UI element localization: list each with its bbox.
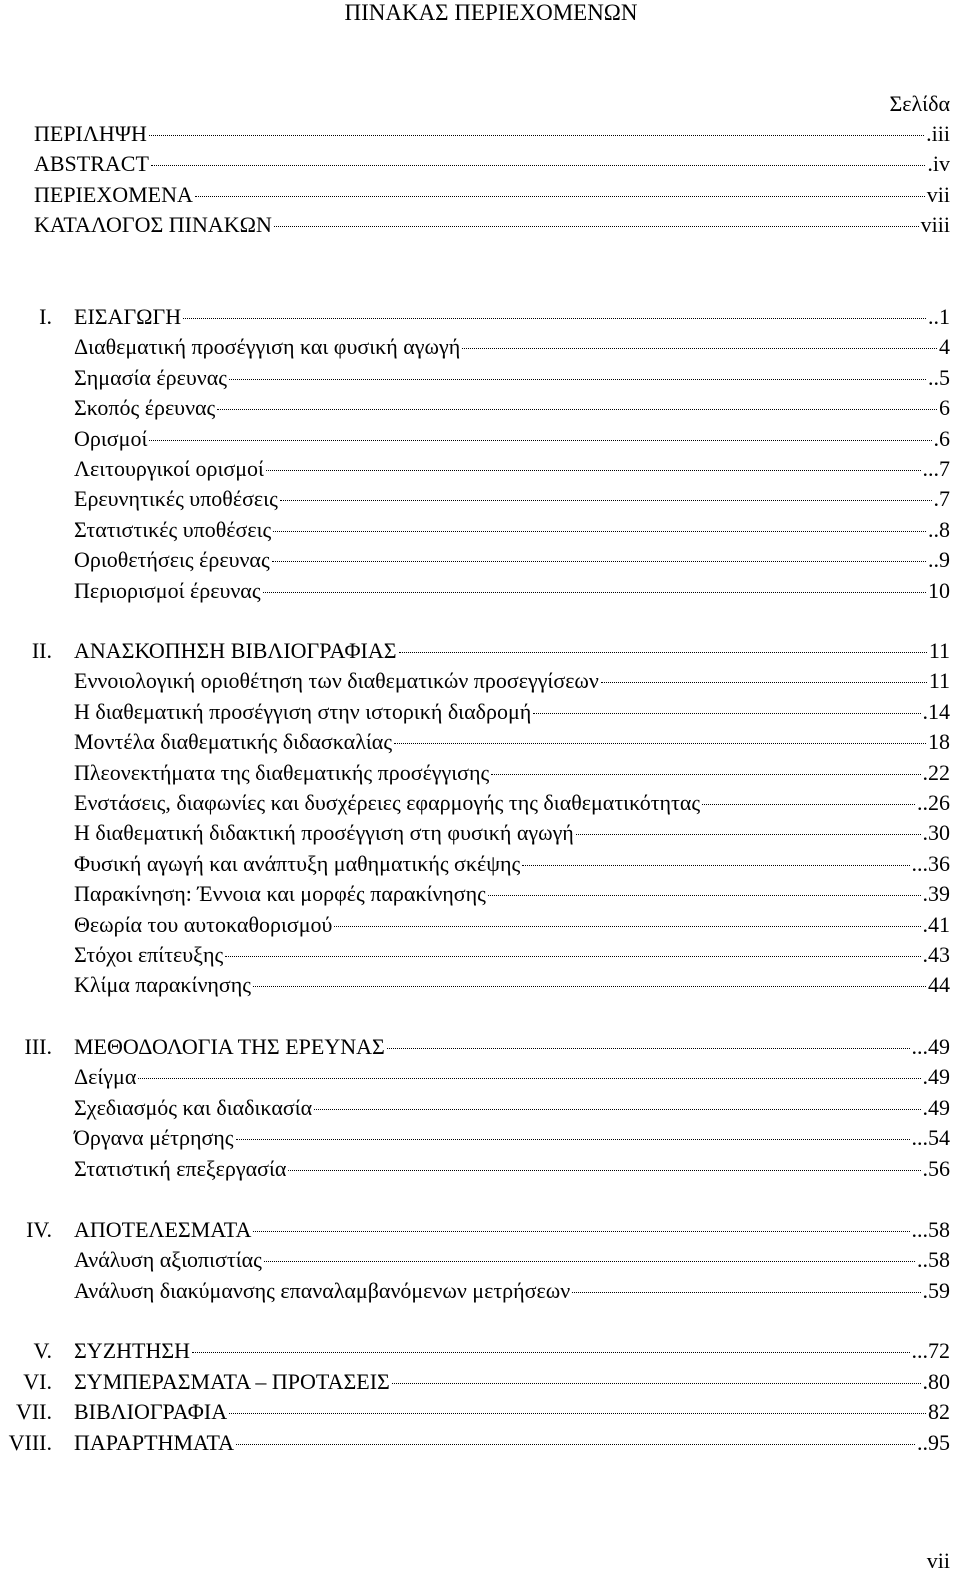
toc-entry-page: .80 [922,1369,950,1394]
dot-leader [576,834,921,835]
toc-entry-title: Θεωρία του αυτοκαθορισμού [74,911,333,937]
footer-page-number: vii [926,1548,950,1573]
dot-leader [274,226,919,227]
toc-entry-title: ΒΙΒΛΙΟΓΡΑΦΙΑ [74,1399,228,1424]
dot-leader [533,713,920,714]
toc-entry-title: ΣΥΖΗΤΗΣΗ [74,1338,191,1363]
toc-row [0,1217,960,1243]
dot-leader [236,1444,915,1445]
toc-entry-page: ...7 [922,456,950,481]
toc-row [0,212,960,238]
section-entry[interactable] [74,365,950,391]
page-title: ΠΙΝΑΚΑΣ ΠΕΡΙΕΧΟΜΕΝΩΝ [344,0,638,25]
dot-leader [314,1109,920,1110]
dot-leader [229,1413,926,1414]
toc-entry-page: 10 [928,577,950,603]
dot-leader [387,1048,910,1049]
toc-entry-title: Σκοπός έρευνας [74,395,216,421]
toc-entry-title: Παρακίνηση: Έννοια και μορφές παρακίνησης [74,881,486,907]
toc-entry-title: Ορισμοί [74,425,148,451]
section-entry[interactable] [74,790,950,816]
toc-row [0,395,960,421]
section-entry[interactable] [74,881,950,907]
dot-leader [138,1078,920,1079]
section-entry[interactable] [74,486,950,512]
dot-leader [462,348,937,349]
toc-entry-page: ..58 [917,1247,950,1273]
dot-leader [488,895,921,896]
front-matter-entry[interactable] [34,121,950,147]
dot-leader [392,1383,921,1384]
toc-entry-page: .iv [927,151,950,177]
section-entry[interactable] [74,1095,950,1121]
toc-row [0,517,960,543]
toc-entry-page: ..1 [928,304,950,329]
chapter-number: VIII. [8,1430,52,1455]
toc-entry-title: Δείγμα [74,1064,137,1090]
toc-entry-title: Η διαθεματική διδακτική προσέγγιση στη φυσική αγωγή [74,820,574,846]
section-entry[interactable] [74,1247,950,1273]
dot-leader [491,774,920,775]
toc-entry-page: ..26 [917,790,950,815]
toc-entry-page: ...72 [911,1338,950,1363]
toc-row [0,729,960,755]
chapter-number: II. [31,638,52,663]
toc-entry-page: .41 [922,911,950,937]
dot-leader [183,318,926,319]
toc-row [0,304,960,330]
toc-row [0,638,960,664]
section-entry[interactable] [74,426,950,452]
chapter-number: VI. [23,1369,52,1394]
dot-leader [192,1352,909,1353]
toc-row [0,456,960,482]
dot-leader [253,986,926,987]
section-entry[interactable] [74,456,950,482]
front-matter-entry[interactable] [34,151,950,177]
toc-entry-page: .49 [922,1094,950,1120]
toc-row [0,942,960,968]
section-entry[interactable] [74,942,950,968]
toc-entry-title: ΣΥΜΠΕΡΑΣΜΑΤΑ – ΠΡΟΤΑΣΕΙΣ [74,1369,390,1394]
section-entry[interactable] [74,851,950,877]
toc-row [0,182,960,208]
toc-entry-page: .43 [922,942,950,967]
toc-entry-page: 6 [939,395,950,421]
toc-entry-title: Σημασία έρευνας [74,364,227,390]
dot-leader [225,956,920,957]
toc-entry-page: .22 [922,759,950,785]
dot-leader [522,865,909,866]
toc-row [0,881,960,907]
dot-leader [149,440,931,441]
dot-leader [151,165,925,166]
toc-entry-page: .7 [933,486,950,512]
toc-entry-title: Διαθεματική προσέγγιση και φυσική αγωγή [74,334,461,360]
dot-leader [572,1292,920,1293]
toc-entry-title: Οριοθετήσεις έρευνας [74,547,270,573]
toc-entry-title: Φυσική αγωγή και ανάπτυξη μαθηματικής σκέψης [74,850,521,876]
toc-entry-page: .30 [922,820,950,846]
chapter-entry[interactable] [74,638,950,664]
chapter-entry[interactable] [74,1338,950,1364]
toc-row [0,1156,960,1182]
toc-row [0,1247,960,1273]
dot-leader [266,470,921,471]
toc-entry-title: ΜΕΘΟΔΟΛΟΓΙΑ ΤΗΣ ΕΡΕΥΝΑΣ [74,1034,385,1059]
toc-entry-title: Πλεονεκτήματα της διαθεματικής προσέγγισης [74,759,490,785]
toc-row [0,668,960,694]
toc-row [0,1338,960,1364]
dot-leader [149,135,924,136]
toc-entry-title: Περιορισμοί έρευνας [74,577,261,603]
toc-entry-title: ΚΑΤΑΛΟΓΟΣ ΠΙΝΑΚΩΝ [34,212,272,238]
section-entry[interactable] [74,395,950,421]
toc-entry-title: Μοντέλα διαθεματικής διδασκαλίας [74,729,393,755]
toc-entry-page: vii [926,181,950,207]
toc-row [0,578,960,604]
dot-leader [399,652,927,653]
chapter-entry[interactable] [74,1369,950,1395]
toc-entry-page: viii [920,212,950,238]
front-matter-entry[interactable] [34,182,950,208]
toc-row [0,820,960,846]
section-entry[interactable] [74,729,950,755]
toc-entry-page: ..95 [917,1430,950,1455]
toc-row [0,1399,960,1425]
toc-entry-page: .59 [922,1277,950,1303]
toc-entry-title: Στατιστική επεξεργασία [74,1155,287,1181]
toc-entry-page: .14 [922,698,950,724]
toc-row [0,151,960,177]
toc-entry-page: .39 [922,881,950,907]
toc-entry-title: Στατιστικές υποθέσεις [74,516,272,542]
section-entry[interactable] [74,517,950,543]
chapter-entry[interactable] [74,1399,950,1425]
toc-entry-page: ..9 [928,547,950,573]
toc-entry-title: Όργανα μέτρησης [74,1125,234,1151]
dot-leader [273,531,926,532]
toc-row [0,972,960,998]
toc-entry-title: Ενστάσεις, διαφωνίες και δυσχέρειες εφαρμογής της διαθεματικότητας [74,790,701,815]
toc-entry-page: ...49 [911,1034,950,1059]
toc-row [0,547,960,573]
toc-entry-title: Στόχοι επίτευξης [74,942,224,967]
toc-entry-title: Η διαθεματική προσέγγιση στην ιστορική διαδρομή [74,698,532,724]
toc-entry-title: ΑΠΟΤΕΛΕΣΜΑΤΑ [74,1217,252,1242]
toc-entry-page: ...58 [911,1217,950,1242]
dot-leader [263,592,926,593]
chapter-entry[interactable] [74,1430,950,1456]
chapter-entry[interactable] [74,1217,950,1243]
chapter-number: IV. [26,1217,52,1242]
section-entry[interactable] [74,1278,950,1304]
toc-entry-title: Ερευνητικές υποθέσεις [74,486,278,512]
dot-leader [280,500,932,501]
dot-leader [394,743,926,744]
toc-entry-page: 11 [928,668,950,694]
section-entry[interactable] [74,668,950,694]
section-entry[interactable] [74,760,950,786]
toc-row [0,486,960,512]
chapter-number: I. [39,304,52,329]
dot-leader [236,1139,910,1140]
toc-row [0,1064,960,1090]
chapter-entry[interactable] [74,1034,950,1060]
section-entry[interactable] [74,547,950,573]
toc-entry-page: .49 [922,1064,950,1090]
section-entry[interactable] [74,334,950,360]
dot-leader [601,682,927,683]
toc-entry-title: Ανάλυση αξιοπιστίας [74,1247,262,1273]
toc-row [0,334,960,360]
toc-entry-page: .56 [922,1155,950,1181]
toc-entry-title: Κλίμα παρακίνησης [74,972,251,998]
toc-row [0,426,960,452]
toc-entry-page: ...54 [911,1125,950,1151]
chapter-number: III. [24,1034,52,1059]
section-entry[interactable] [74,912,950,938]
chapter-number: V. [33,1338,52,1363]
toc-entry-page: 18 [928,729,950,755]
page-column-label: Σελίδα [889,91,950,116]
section-entry[interactable] [74,972,950,998]
toc-row [0,851,960,877]
dot-leader [195,196,925,197]
toc-row [0,1095,960,1121]
toc-row [0,912,960,938]
toc-row [0,1369,960,1395]
section-entry[interactable] [74,1064,950,1090]
toc-row [0,121,960,147]
toc-entry-page: ..8 [928,516,950,542]
section-entry[interactable] [74,1156,950,1182]
chapter-number: VII. [15,1399,52,1424]
dot-leader [264,1261,915,1262]
chapter-entry[interactable] [74,304,950,330]
toc-row [0,1125,960,1151]
toc-row [0,699,960,725]
dot-leader [217,409,937,410]
toc-entry-title: Εννοιολογική οριοθέτηση των διαθεματικών προσεγγίσεων [74,668,599,694]
toc-entry-title: ΕΙΣΑΓΩΓΗ [74,304,182,329]
dot-leader [702,804,915,805]
dot-leader [334,926,920,927]
toc-entry-page: ..5 [928,364,950,390]
toc-entry-page: 44 [928,972,950,998]
toc-row [0,1278,960,1304]
toc-entry-title: ΠΑΡΑΡΤΗΜΑΤΑ [74,1430,235,1455]
toc-entry-page: .6 [933,425,950,451]
toc-row [0,365,960,391]
section-entry[interactable] [74,1125,950,1151]
toc-row [0,1430,960,1456]
toc-entry-title: Σχεδιασμός και διαδικασία [74,1094,313,1120]
toc-row [0,1034,960,1060]
dot-leader [272,561,926,562]
toc-entry-title: Ανάλυση διακύμανσης επαναλαμβανόμενων μετρήσεων [74,1277,571,1303]
toc-row [0,790,960,816]
toc-entry-title: ΠΕΡΙΕΧΟΜΕΝΑ [34,181,193,207]
toc-entry-page: .iii [926,121,950,146]
toc-entry-page: 11 [928,638,950,663]
toc-entry-page: ...36 [911,850,950,876]
front-matter-entry[interactable] [34,212,950,238]
toc-entry-page: 82 [928,1399,950,1424]
toc-entry-page: 4 [939,334,950,360]
dot-leader [288,1170,920,1171]
section-entry[interactable] [74,578,950,604]
toc-entry-title: Λειτουργικοί ορισμοί [74,456,264,481]
toc-entry-title: ΑΝΑΣΚΟΠΗΣΗ ΒΙΒΛΙΟΓΡΑΦΙΑΣ [74,638,397,663]
dot-leader [229,379,926,380]
section-entry[interactable] [74,820,950,846]
toc-row [0,760,960,786]
dot-leader [253,1231,909,1232]
toc-entry-title: ABSTRACT [34,151,149,177]
toc-entry-title: ΠΕΡΙΛΗΨΗ [34,121,147,146]
section-entry[interactable] [74,699,950,725]
